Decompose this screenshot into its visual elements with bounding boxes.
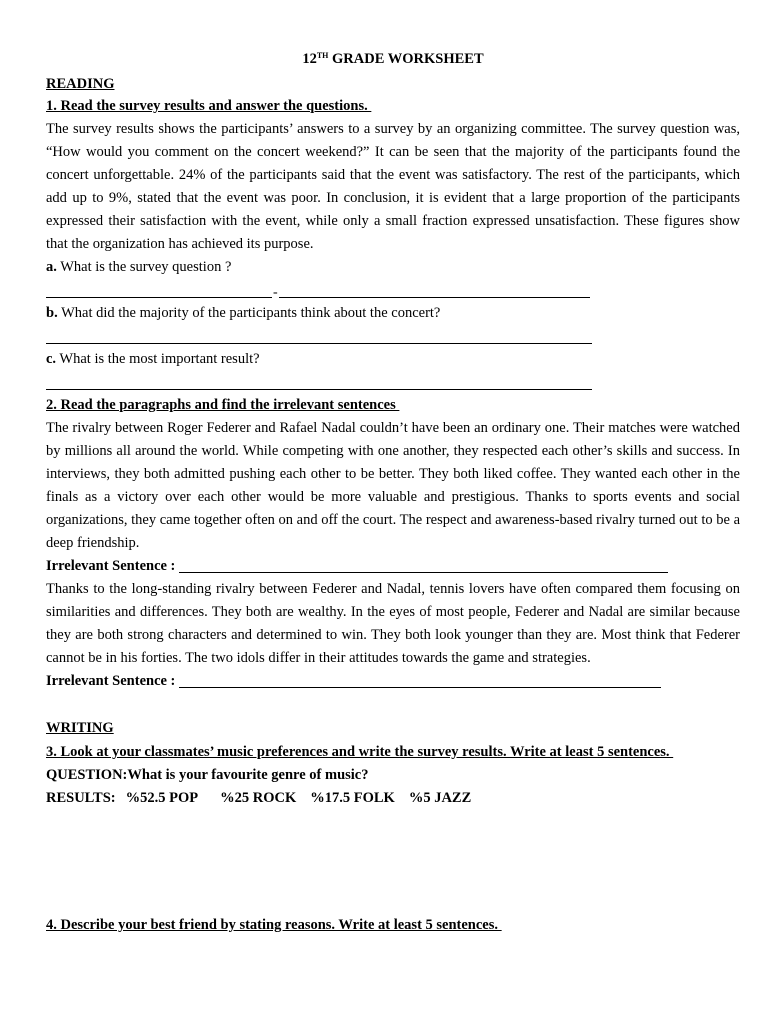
result-pop: %52.5 POP xyxy=(125,790,199,806)
question-a-text: What is the survey question ? xyxy=(56,259,232,275)
result-jazz: %5 JAZZ xyxy=(408,790,472,806)
task3-instruction: 3. Look at your classmates’ music preferences and write the survey results. Write at least 5 sentences. xyxy=(46,744,674,760)
question-c xyxy=(46,348,740,371)
irrelevant-answer-line-2[interactable] xyxy=(179,687,661,688)
task3-question: QUESTION:What is your favourite genre of music? xyxy=(46,767,369,783)
task1-instruction: 1. Read the survey results and answer the questions. xyxy=(46,98,372,114)
irrelevant-sentence-1 xyxy=(46,555,740,578)
task3-writing-space[interactable] xyxy=(46,810,740,914)
task2-paragraph-2: Thanks to the long-standing rivalry between Federer and Nadal, tennis lovers have often compared them focusing on similarities and differences. They both are wealthy. In the eyes of most people, Federer and Nadal are similar because they are both strong characters and determined to win. They both look younger than they are. Most think that Federer cannot be in his forties. The two idols differ in their attitudes towards the game and strategies. xyxy=(46,581,740,666)
answer-line-c[interactable] xyxy=(46,371,740,394)
answer-line-b[interactable] xyxy=(46,325,740,348)
irrelevant-sentence-2 xyxy=(46,670,740,693)
result-rock: %25 ROCK xyxy=(220,790,297,806)
irrelevant-answer-line-1[interactable] xyxy=(179,572,668,573)
answer-line-a[interactable] xyxy=(46,279,740,302)
worksheet-title xyxy=(46,46,740,69)
reading-heading: READING xyxy=(46,76,115,92)
task4-writing-space[interactable] xyxy=(46,937,740,1017)
task2-paragraph-1: The rivalry between Roger Federer and Rafael Nadal couldn’t have been an ordinary one. Their matches were watched by millions all around the world. While competing with one another, they respected each other’s skills and success. In interviews, they both admitted pushing each other to be better. They both liked coffee. They wanted each other in the finals as a victory over each other would be more valuable and prestigious. Thanks to sports events and social organizations, they came together often on and off the court. The respect and awareness-based rivalry turned out to be a deep friendship. xyxy=(46,420,740,551)
title-suffix: TH xyxy=(316,51,329,60)
title-number: 12 xyxy=(302,51,317,67)
question-a xyxy=(46,256,740,279)
worksheet-page xyxy=(46,46,740,1017)
question-b xyxy=(46,302,740,325)
answer-line-a-mark: - xyxy=(273,285,278,300)
irrelevant-label-2: Irrelevant Sentence : xyxy=(46,673,176,689)
irrelevant-label-1: Irrelevant Sentence : xyxy=(46,558,176,574)
question-b-text: What did the majority of the participants think about the concert? xyxy=(57,305,441,321)
task1-paragraph: The survey results shows the participants’ answers to a survey by an organizing committee. The survey question was, “How would you comment on the concert weekend?” It can be seen that the majority of the participants found the concert unforgettable. 24% of the participants said that the event was satisfactory. The rest of the participants, which add up to 9%, stated that the event was poor. In conclusion, it is evident that a large proportion of the participants expressed their satisfaction with the event, while only a small fraction expressed unsatisfaction. These figures show that the organization has achieved its purpose. xyxy=(46,121,740,252)
question-b-letter: b. xyxy=(46,305,58,321)
writing-heading: WRITING xyxy=(46,720,114,736)
result-folk: %17.5 FOLK xyxy=(310,790,395,806)
title-rest: GRADE WORKSHEET xyxy=(328,51,484,67)
question-c-letter: c. xyxy=(46,351,57,367)
task2-instruction: 2. Read the paragraphs and find the irrelevant sentences xyxy=(46,397,400,413)
task3-results xyxy=(46,787,740,810)
question-a-letter: a. xyxy=(46,259,57,275)
results-label: RESULTS: xyxy=(46,790,116,806)
task4-instruction: 4. Describe your best friend by stating reasons. Write at least 5 sentences. xyxy=(46,917,502,933)
question-c-text: What is the most important result? xyxy=(56,351,260,367)
